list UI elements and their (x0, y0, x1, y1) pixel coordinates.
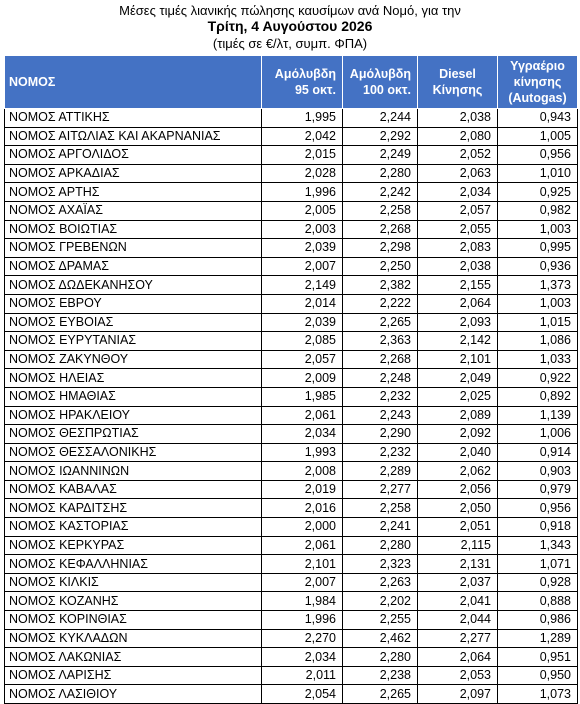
cell-autogas: 0,956 (498, 499, 578, 518)
cell-diesel: 2,041 (418, 592, 498, 611)
cell-diesel: 2,037 (418, 573, 498, 592)
cell-unleaded-100: 2,248 (343, 369, 418, 388)
cell-prefecture: ΝΟΜΟΣ ΛΑΚΩΝΙΑΣ (5, 648, 262, 667)
cell-unleaded-95: 2,015 (262, 146, 343, 165)
cell-unleaded-95: 2,061 (262, 536, 343, 555)
cell-unleaded-95: 2,039 (262, 313, 343, 332)
table-row (5, 369, 578, 388)
cell-unleaded-95: 2,007 (262, 257, 343, 276)
cell-autogas: 0,903 (498, 462, 578, 481)
cell-unleaded-95: 2,149 (262, 276, 343, 295)
cell-diesel: 2,051 (418, 518, 498, 537)
cell-prefecture: ΝΟΜΟΣ ΑΡΤΗΣ (5, 183, 262, 202)
cell-autogas: 0,950 (498, 666, 578, 685)
cell-diesel: 2,044 (418, 611, 498, 630)
cell-autogas: 1,033 (498, 350, 578, 369)
cell-prefecture: ΝΟΜΟΣ ΕΥΒΟΙΑΣ (5, 313, 262, 332)
table-row (5, 462, 578, 481)
cell-prefecture: ΝΟΜΟΣ ΔΡΑΜΑΣ (5, 257, 262, 276)
cell-diesel: 2,131 (418, 555, 498, 574)
table-row (5, 313, 578, 332)
table-row (5, 555, 578, 574)
cell-unleaded-95: 2,014 (262, 294, 343, 313)
cell-diesel: 2,097 (418, 685, 498, 704)
cell-prefecture: ΝΟΜΟΣ ΚΑΡΔΙΤΣΗΣ (5, 499, 262, 518)
cell-autogas: 0,936 (498, 257, 578, 276)
cell-autogas: 0,995 (498, 239, 578, 258)
cell-autogas: 0,982 (498, 201, 578, 220)
cell-prefecture: ΝΟΜΟΣ ΚΟΖΑΝΗΣ (5, 592, 262, 611)
cell-prefecture: ΝΟΜΟΣ ΚΑΣΤΟΡΙΑΣ (5, 518, 262, 537)
cell-autogas: 0,979 (498, 480, 578, 499)
cell-unleaded-95: 2,061 (262, 406, 343, 425)
table-row (5, 239, 578, 258)
cell-unleaded-100: 2,232 (343, 387, 418, 406)
table-row (5, 518, 578, 537)
table-row (5, 666, 578, 685)
table-row (5, 685, 578, 704)
cell-unleaded-95: 2,019 (262, 480, 343, 499)
cell-prefecture: ΝΟΜΟΣ ΚΙΛΚΙΣ (5, 573, 262, 592)
cell-prefecture: ΝΟΜΟΣ ΗΡΑΚΛΕΙΟΥ (5, 406, 262, 425)
cell-unleaded-100: 2,263 (343, 573, 418, 592)
cell-unleaded-100: 2,222 (343, 294, 418, 313)
cell-diesel: 2,092 (418, 425, 498, 444)
table-row (5, 611, 578, 630)
cell-autogas: 1,343 (498, 536, 578, 555)
cell-unleaded-100: 2,244 (343, 109, 418, 128)
cell-diesel: 2,083 (418, 239, 498, 258)
table-row (5, 425, 578, 444)
cell-autogas: 0,914 (498, 443, 578, 462)
cell-prefecture: ΝΟΜΟΣ ΘΕΣΣΑΛΟΝΙΚΗΣ (5, 443, 262, 462)
cell-unleaded-100: 2,238 (343, 666, 418, 685)
cell-diesel: 2,038 (418, 109, 498, 128)
cell-prefecture: ΝΟΜΟΣ ΑΤΤΙΚΗΣ (5, 109, 262, 128)
cell-diesel: 2,089 (418, 406, 498, 425)
cell-unleaded-100: 2,280 (343, 536, 418, 555)
cell-unleaded-95: 1,984 (262, 592, 343, 611)
cell-prefecture: ΝΟΜΟΣ ΖΑΚΥΝΘΟΥ (5, 350, 262, 369)
cell-prefecture: ΝΟΜΟΣ ΘΕΣΠΡΩΤΙΑΣ (5, 425, 262, 444)
table-row (5, 201, 578, 220)
column-header-unleaded-95: Αμόλυβδη 95 οκτ. (262, 56, 343, 109)
cell-diesel: 2,052 (418, 146, 498, 165)
cell-unleaded-95: 2,034 (262, 425, 343, 444)
table-row (5, 592, 578, 611)
cell-prefecture: ΝΟΜΟΣ ΑΡΚΑΔΙΑΣ (5, 164, 262, 183)
cell-prefecture: ΝΟΜΟΣ ΛΑΣΙΘΙΟΥ (5, 685, 262, 704)
cell-autogas: 0,986 (498, 611, 578, 630)
table-row (5, 146, 578, 165)
cell-unleaded-95: 2,028 (262, 164, 343, 183)
cell-unleaded-95: 2,011 (262, 666, 343, 685)
cell-diesel: 2,115 (418, 536, 498, 555)
cell-unleaded-100: 2,249 (343, 146, 418, 165)
table-row (5, 294, 578, 313)
cell-prefecture: ΝΟΜΟΣ ΛΑΡΙΣΗΣ (5, 666, 262, 685)
cell-diesel: 2,277 (418, 629, 498, 648)
cell-unleaded-95: 1,993 (262, 443, 343, 462)
column-header-unleaded-100: Αμόλυβδη 100 οκτ. (343, 56, 418, 109)
cell-autogas: 1,003 (498, 294, 578, 313)
cell-diesel: 2,062 (418, 462, 498, 481)
cell-unleaded-100: 2,258 (343, 201, 418, 220)
cell-unleaded-95: 1,985 (262, 387, 343, 406)
table-row (5, 387, 578, 406)
cell-autogas: 1,003 (498, 220, 578, 239)
cell-unleaded-95: 2,057 (262, 350, 343, 369)
cell-unleaded-95: 2,054 (262, 685, 343, 704)
cell-unleaded-95: 2,042 (262, 127, 343, 146)
cell-prefecture: ΝΟΜΟΣ ΓΡΕΒΕΝΩΝ (5, 239, 262, 258)
cell-unleaded-100: 2,242 (343, 183, 418, 202)
cell-autogas: 0,892 (498, 387, 578, 406)
cell-unleaded-95: 2,101 (262, 555, 343, 574)
cell-unleaded-100: 2,268 (343, 350, 418, 369)
table-row (5, 536, 578, 555)
cell-unleaded-95: 2,007 (262, 573, 343, 592)
cell-diesel: 2,053 (418, 666, 498, 685)
cell-diesel: 2,049 (418, 369, 498, 388)
cell-unleaded-95: 1,995 (262, 109, 343, 128)
cell-unleaded-100: 2,280 (343, 648, 418, 667)
table-row (5, 332, 578, 351)
cell-prefecture: ΝΟΜΟΣ ΔΩΔΕΚΑΝΗΣΟΥ (5, 276, 262, 295)
cell-autogas: 0,888 (498, 592, 578, 611)
cell-unleaded-100: 2,298 (343, 239, 418, 258)
cell-unleaded-95: 2,270 (262, 629, 343, 648)
cell-unleaded-100: 2,241 (343, 518, 418, 537)
table-row (5, 257, 578, 276)
cell-unleaded-95: 2,085 (262, 332, 343, 351)
document-header (0, 0, 580, 52)
cell-unleaded-100: 2,243 (343, 406, 418, 425)
table-row (5, 629, 578, 648)
cell-autogas: 1,373 (498, 276, 578, 295)
cell-prefecture: ΝΟΜΟΣ ΗΜΑΘΙΑΣ (5, 387, 262, 406)
header-units: (τιμές σε €/λτ, συμπ. ΦΠΑ) (212, 36, 368, 51)
cell-diesel: 2,093 (418, 313, 498, 332)
cell-diesel: 2,040 (418, 443, 498, 462)
table-row (5, 276, 578, 295)
cell-autogas: 0,922 (498, 369, 578, 388)
cell-unleaded-100: 2,250 (343, 257, 418, 276)
cell-autogas: 0,943 (498, 109, 578, 128)
table-row (5, 443, 578, 462)
table-row (5, 350, 578, 369)
header-date: Τρίτη, 4 Αυγούστου 2026 (207, 18, 373, 34)
table-row (5, 220, 578, 239)
cell-diesel: 2,025 (418, 387, 498, 406)
cell-autogas: 1,071 (498, 555, 578, 574)
cell-prefecture: ΝΟΜΟΣ ΚΑΒΑΛΑΣ (5, 480, 262, 499)
cell-prefecture: ΝΟΜΟΣ ΚΥΚΛΑΔΩΝ (5, 629, 262, 648)
cell-unleaded-100: 2,382 (343, 276, 418, 295)
cell-autogas: 0,918 (498, 518, 578, 537)
cell-unleaded-100: 2,265 (343, 313, 418, 332)
table-header-row (5, 56, 578, 109)
table-row (5, 183, 578, 202)
cell-diesel: 2,142 (418, 332, 498, 351)
cell-diesel: 2,064 (418, 648, 498, 667)
cell-unleaded-100: 2,268 (343, 220, 418, 239)
cell-prefecture: ΝΟΜΟΣ ΙΩΑΝΝΙΝΩΝ (5, 462, 262, 481)
cell-prefecture: ΝΟΜΟΣ ΚΕΦΑΛΛΗΝΙΑΣ (5, 555, 262, 574)
cell-autogas: 1,005 (498, 127, 578, 146)
cell-unleaded-95: 2,016 (262, 499, 343, 518)
cell-unleaded-95: 2,000 (262, 518, 343, 537)
cell-unleaded-100: 2,292 (343, 127, 418, 146)
cell-unleaded-95: 1,996 (262, 611, 343, 630)
cell-diesel: 2,056 (418, 480, 498, 499)
cell-unleaded-100: 2,290 (343, 425, 418, 444)
cell-autogas: 1,139 (498, 406, 578, 425)
cell-unleaded-95: 2,039 (262, 239, 343, 258)
cell-autogas: 1,010 (498, 164, 578, 183)
cell-unleaded-100: 2,363 (343, 332, 418, 351)
cell-prefecture: ΝΟΜΟΣ ΚΟΡΙΝΘΙΑΣ (5, 611, 262, 630)
table-row (5, 164, 578, 183)
table-row (5, 127, 578, 146)
cell-diesel: 2,055 (418, 220, 498, 239)
cell-unleaded-100: 2,258 (343, 499, 418, 518)
cell-autogas: 0,928 (498, 573, 578, 592)
cell-prefecture: ΝΟΜΟΣ ΑΧΑΪΑΣ (5, 201, 262, 220)
fuel-prices-table (4, 55, 578, 704)
cell-prefecture: ΝΟΜΟΣ ΑΡΓΟΛΙΔΟΣ (5, 146, 262, 165)
cell-unleaded-95: 2,005 (262, 201, 343, 220)
cell-autogas: 1,073 (498, 685, 578, 704)
table-row (5, 573, 578, 592)
cell-autogas: 0,951 (498, 648, 578, 667)
cell-unleaded-95: 2,003 (262, 220, 343, 239)
cell-diesel: 2,050 (418, 499, 498, 518)
cell-diesel: 2,038 (418, 257, 498, 276)
cell-unleaded-100: 2,255 (343, 611, 418, 630)
cell-prefecture: ΝΟΜΟΣ ΕΒΡΟΥ (5, 294, 262, 313)
table-row (5, 499, 578, 518)
cell-unleaded-100: 2,232 (343, 443, 418, 462)
cell-autogas: 0,956 (498, 146, 578, 165)
cell-diesel: 2,064 (418, 294, 498, 313)
cell-prefecture: ΝΟΜΟΣ ΚΕΡΚΥΡΑΣ (5, 536, 262, 555)
cell-autogas: 1,006 (498, 425, 578, 444)
table-row (5, 406, 578, 425)
cell-diesel: 2,057 (418, 201, 498, 220)
cell-unleaded-100: 2,289 (343, 462, 418, 481)
table-row (5, 480, 578, 499)
cell-unleaded-95: 2,034 (262, 648, 343, 667)
cell-unleaded-95: 2,008 (262, 462, 343, 481)
cell-unleaded-100: 2,323 (343, 555, 418, 574)
cell-unleaded-95: 2,009 (262, 369, 343, 388)
cell-unleaded-100: 2,277 (343, 480, 418, 499)
column-header-diesel: Diesel Κίνησης (418, 56, 498, 109)
cell-diesel: 2,063 (418, 164, 498, 183)
table-body (5, 109, 578, 704)
cell-diesel: 2,080 (418, 127, 498, 146)
table-row (5, 648, 578, 667)
cell-prefecture: ΝΟΜΟΣ ΑΙΤΩΛΙΑΣ ΚΑΙ ΑΚΑΡΝΑΝΙΑΣ (5, 127, 262, 146)
header-subtitle: Μέσες τιμές λιανικής πώλησης καυσίμων ανά Νομό, για την (119, 3, 461, 18)
cell-autogas: 1,086 (498, 332, 578, 351)
cell-autogas: 0,925 (498, 183, 578, 202)
table-row (5, 109, 578, 128)
cell-diesel: 2,155 (418, 276, 498, 295)
column-header-autogas: Υγραέριο κίνησης (Autogas) (498, 56, 578, 109)
cell-unleaded-100: 2,280 (343, 164, 418, 183)
cell-unleaded-95: 1,996 (262, 183, 343, 202)
cell-unleaded-100: 2,265 (343, 685, 418, 704)
cell-diesel: 2,034 (418, 183, 498, 202)
cell-unleaded-100: 2,462 (343, 629, 418, 648)
cell-prefecture: ΝΟΜΟΣ ΕΥΡΥΤΑΝΙΑΣ (5, 332, 262, 351)
cell-prefecture: ΝΟΜΟΣ ΗΛΕΙΑΣ (5, 369, 262, 388)
column-header-prefecture: ΝΟΜΟΣ (5, 56, 262, 109)
cell-autogas: 1,015 (498, 313, 578, 332)
cell-diesel: 2,101 (418, 350, 498, 369)
cell-autogas: 1,289 (498, 629, 578, 648)
cell-unleaded-100: 2,202 (343, 592, 418, 611)
cell-prefecture: ΝΟΜΟΣ ΒΟΙΩΤΙΑΣ (5, 220, 262, 239)
